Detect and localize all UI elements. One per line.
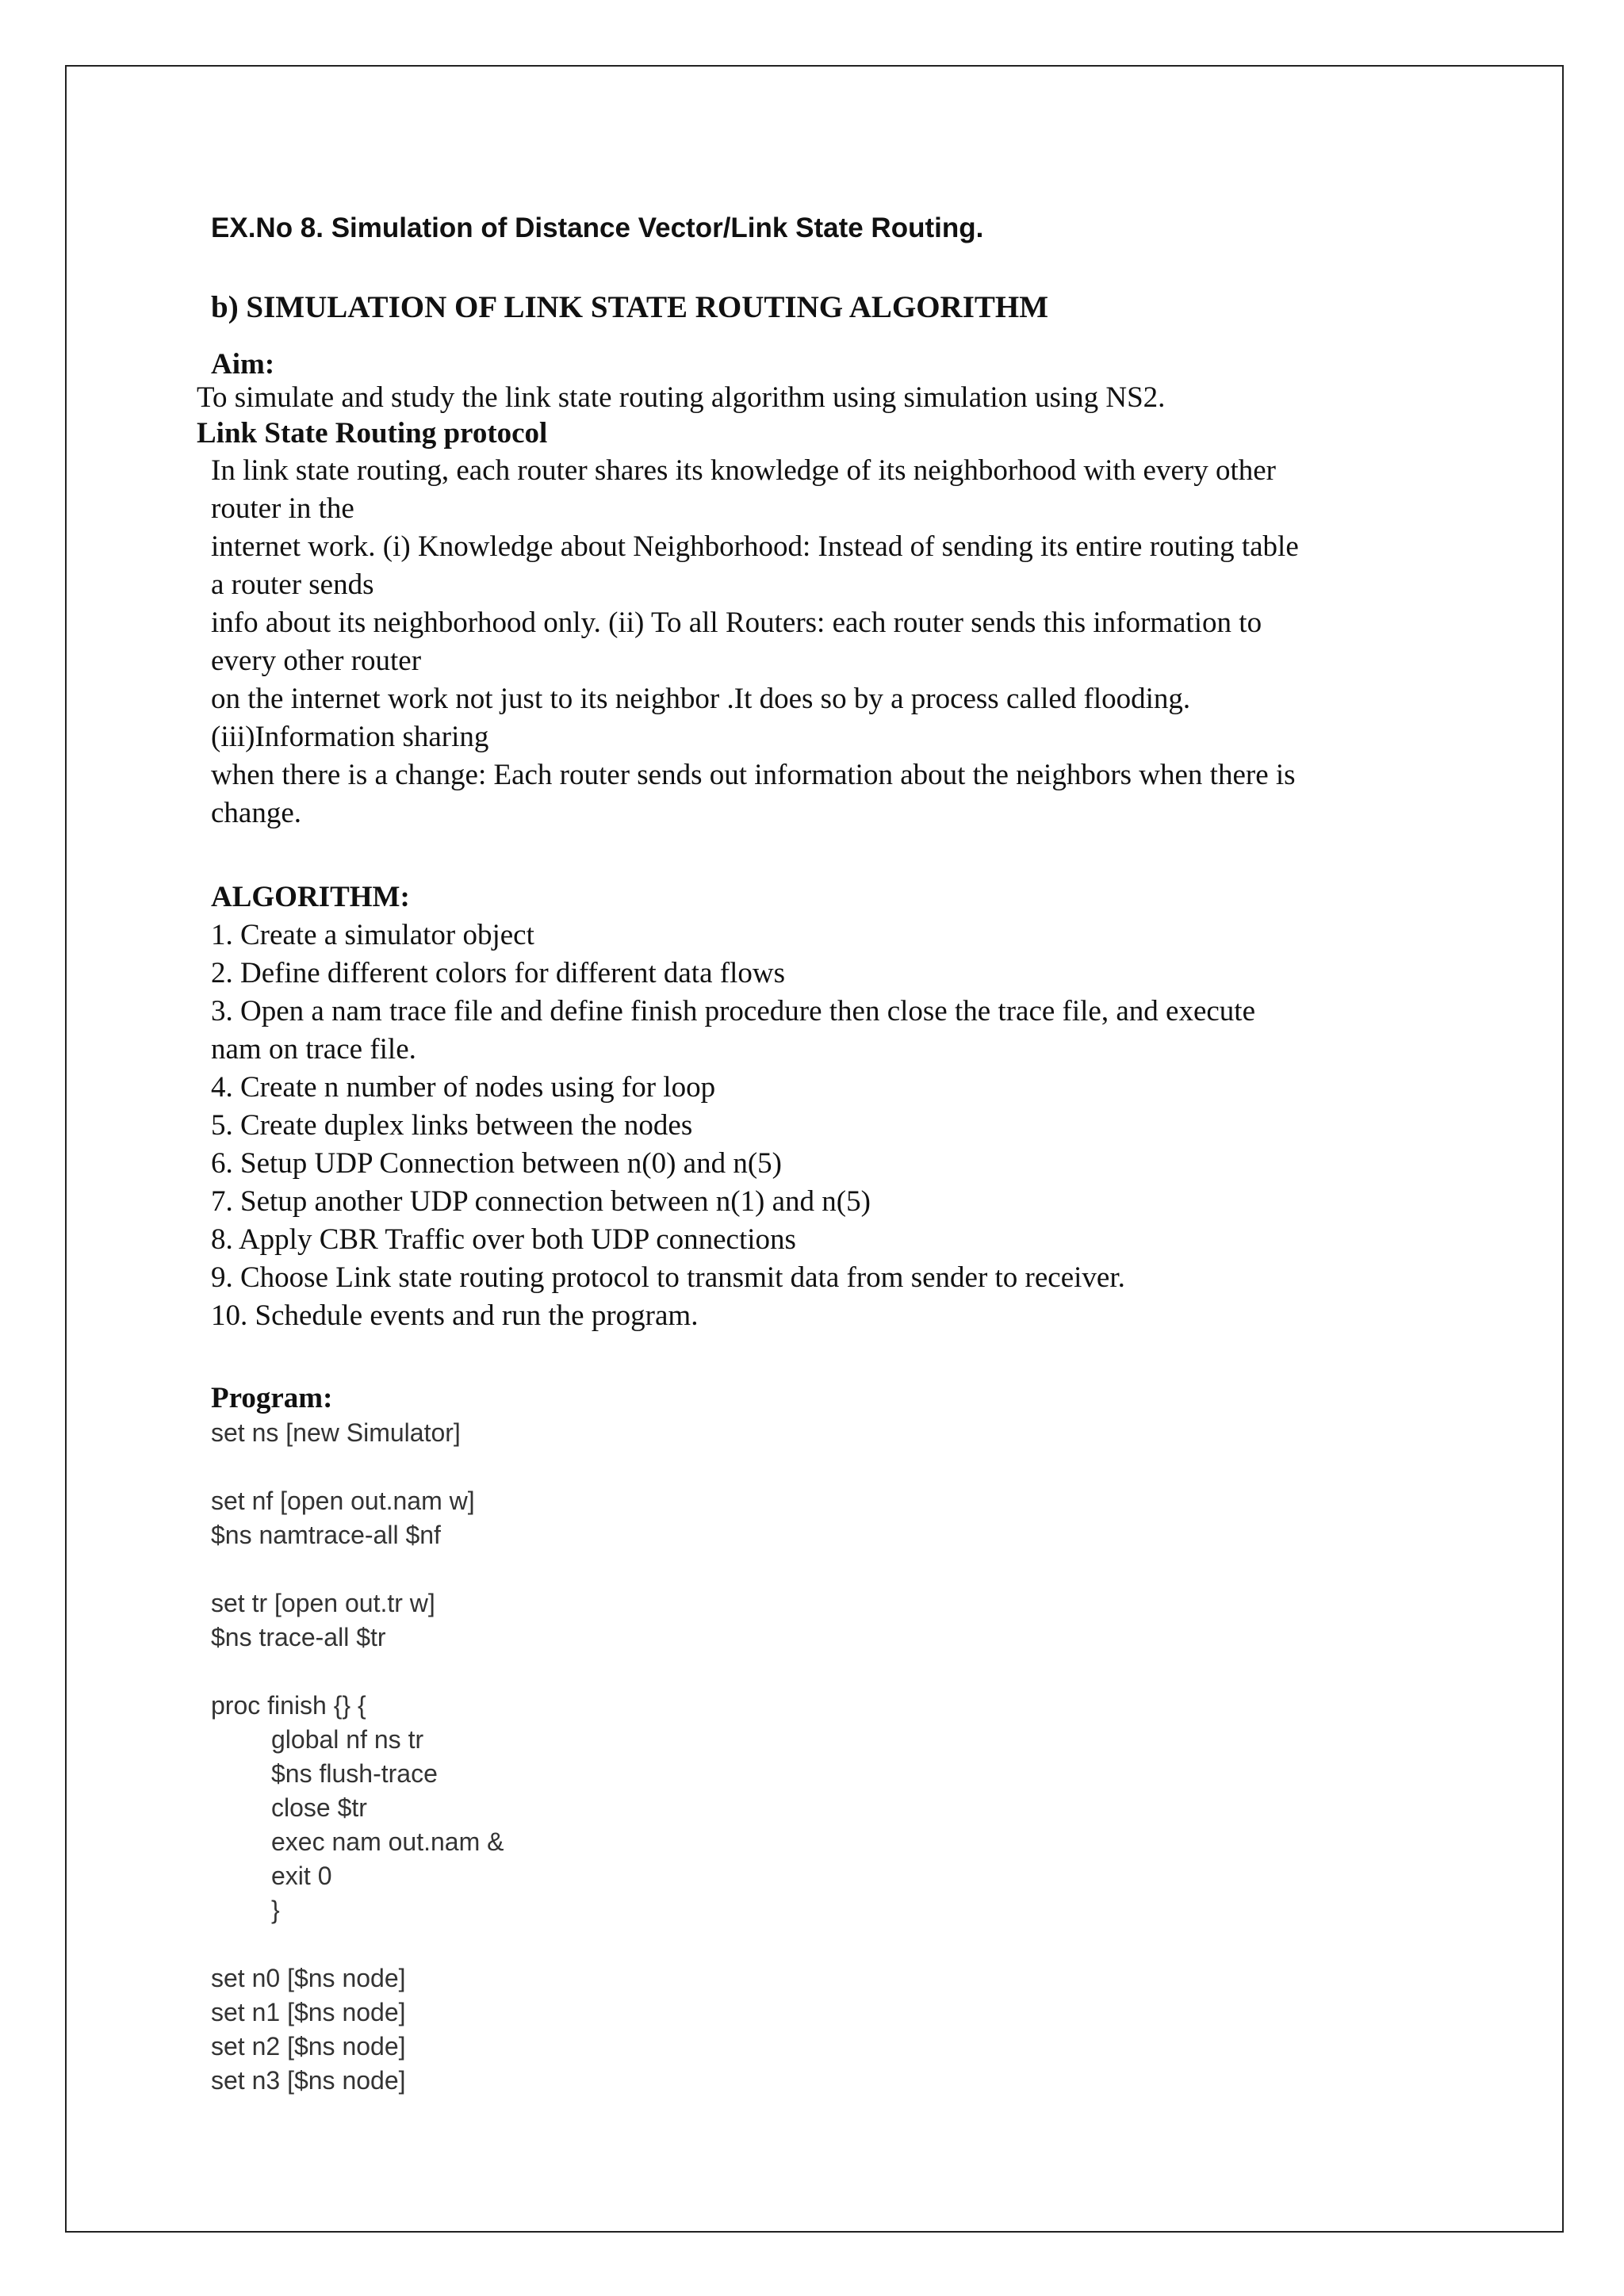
code-line: set n2 [$ns node] — [211, 2032, 406, 2061]
algorithm-step: nam on trace file. — [211, 1033, 416, 1066]
section-title: b) SIMULATION OF LINK STATE ROUTING ALGORITHM — [211, 290, 1049, 324]
algorithm-heading: ALGORITHM: — [211, 881, 410, 913]
code-line — [211, 1450, 1442, 1484]
paragraph-line: when there is a change: Each router sends out information about the neighbors when there is — [211, 759, 1296, 791]
code-line: exit 0 — [271, 1862, 332, 1890]
algorithm-step: 7. Setup another UDP connection between n(1) and n(5) — [211, 1185, 871, 1218]
paragraph-line: every other router — [211, 645, 422, 677]
code-line: $ns namtrace-all $nf — [211, 1521, 441, 1549]
code-line: } — [271, 1896, 280, 1924]
code-line: set ns [new Simulator] — [211, 1418, 461, 1447]
aim-text: To simulate and study the link state routing algorithm using simulation using NS2. — [197, 381, 1166, 414]
algorithm-list — [211, 916, 1442, 1335]
algorithm-step: 4. Create n number of nodes using for loop — [211, 1071, 716, 1104]
code-line: set tr [open out.tr w] — [211, 1589, 435, 1617]
paragraph-line: In link state routing, each router shares its knowledge of its neighborhood with every other — [211, 454, 1276, 487]
code-line: set n3 [$ns node] — [211, 2066, 406, 2095]
algorithm-step: 6. Setup UDP Connection between n(0) and n(5) — [211, 1147, 782, 1180]
paragraph-line: router in the — [211, 492, 354, 525]
algorithm-step: 9. Choose Link state routing protocol to transmit data from sender to receiver. — [211, 1261, 1125, 1294]
code-line — [211, 1552, 1442, 1586]
paragraph-line: internet work. (i) Knowledge about Neighborhood: Instead of sending its entire routing table — [211, 530, 1299, 563]
paragraph-line: info about its neighborhood only. (ii) To all Routers: each router sends this information to — [211, 607, 1262, 639]
paragraph-line: change. — [211, 797, 302, 829]
exercise-title: EX.No 8. Simulation of Distance Vector/Link State Routing. — [211, 212, 984, 243]
code-line: set n1 [$ns node] — [211, 1998, 406, 2026]
code-line: global nf ns tr — [271, 1725, 424, 1754]
algorithm-step: 3. Open a nam trace file and define finish procedure then close the trace file, and execute — [211, 995, 1255, 1027]
code-line: set n0 [$ns node] — [211, 1964, 406, 1992]
lsr-paragraph — [211, 452, 1442, 832]
aim-label: Aim: — [211, 348, 275, 381]
algorithm-step: 8. Apply CBR Traffic over both UDP connections — [211, 1223, 796, 1256]
code-line: $ns flush-trace — [271, 1759, 438, 1788]
program-code — [211, 1416, 1442, 2098]
algorithm-step: 5. Create duplex links between the nodes — [211, 1109, 693, 1142]
code-line: close $tr — [271, 1793, 367, 1822]
algorithm-step: 10. Schedule events and run the program. — [211, 1299, 699, 1332]
code-line: proc finish {} { — [211, 1691, 366, 1720]
code-line — [211, 1927, 1442, 1961]
code-line — [211, 1655, 1442, 1689]
paragraph-line: a router sends — [211, 568, 374, 601]
document-content — [197, 208, 1442, 2098]
algorithm-step: 2. Define different colors for different data flows — [211, 957, 785, 989]
paragraph-line: on the internet work not just to its neighbor .It does so by a process called flooding. — [211, 683, 1191, 715]
program-heading: Program: — [211, 1382, 333, 1414]
algorithm-step: 1. Create a simulator object — [211, 919, 534, 951]
code-line: $ns trace-all $tr — [211, 1623, 386, 1651]
code-line: exec nam out.nam & — [271, 1827, 504, 1856]
code-line: set nf [open out.nam w] — [211, 1487, 475, 1515]
lsr-heading: Link State Routing protocol — [197, 417, 548, 450]
paragraph-line: (iii)Information sharing — [211, 721, 489, 753]
